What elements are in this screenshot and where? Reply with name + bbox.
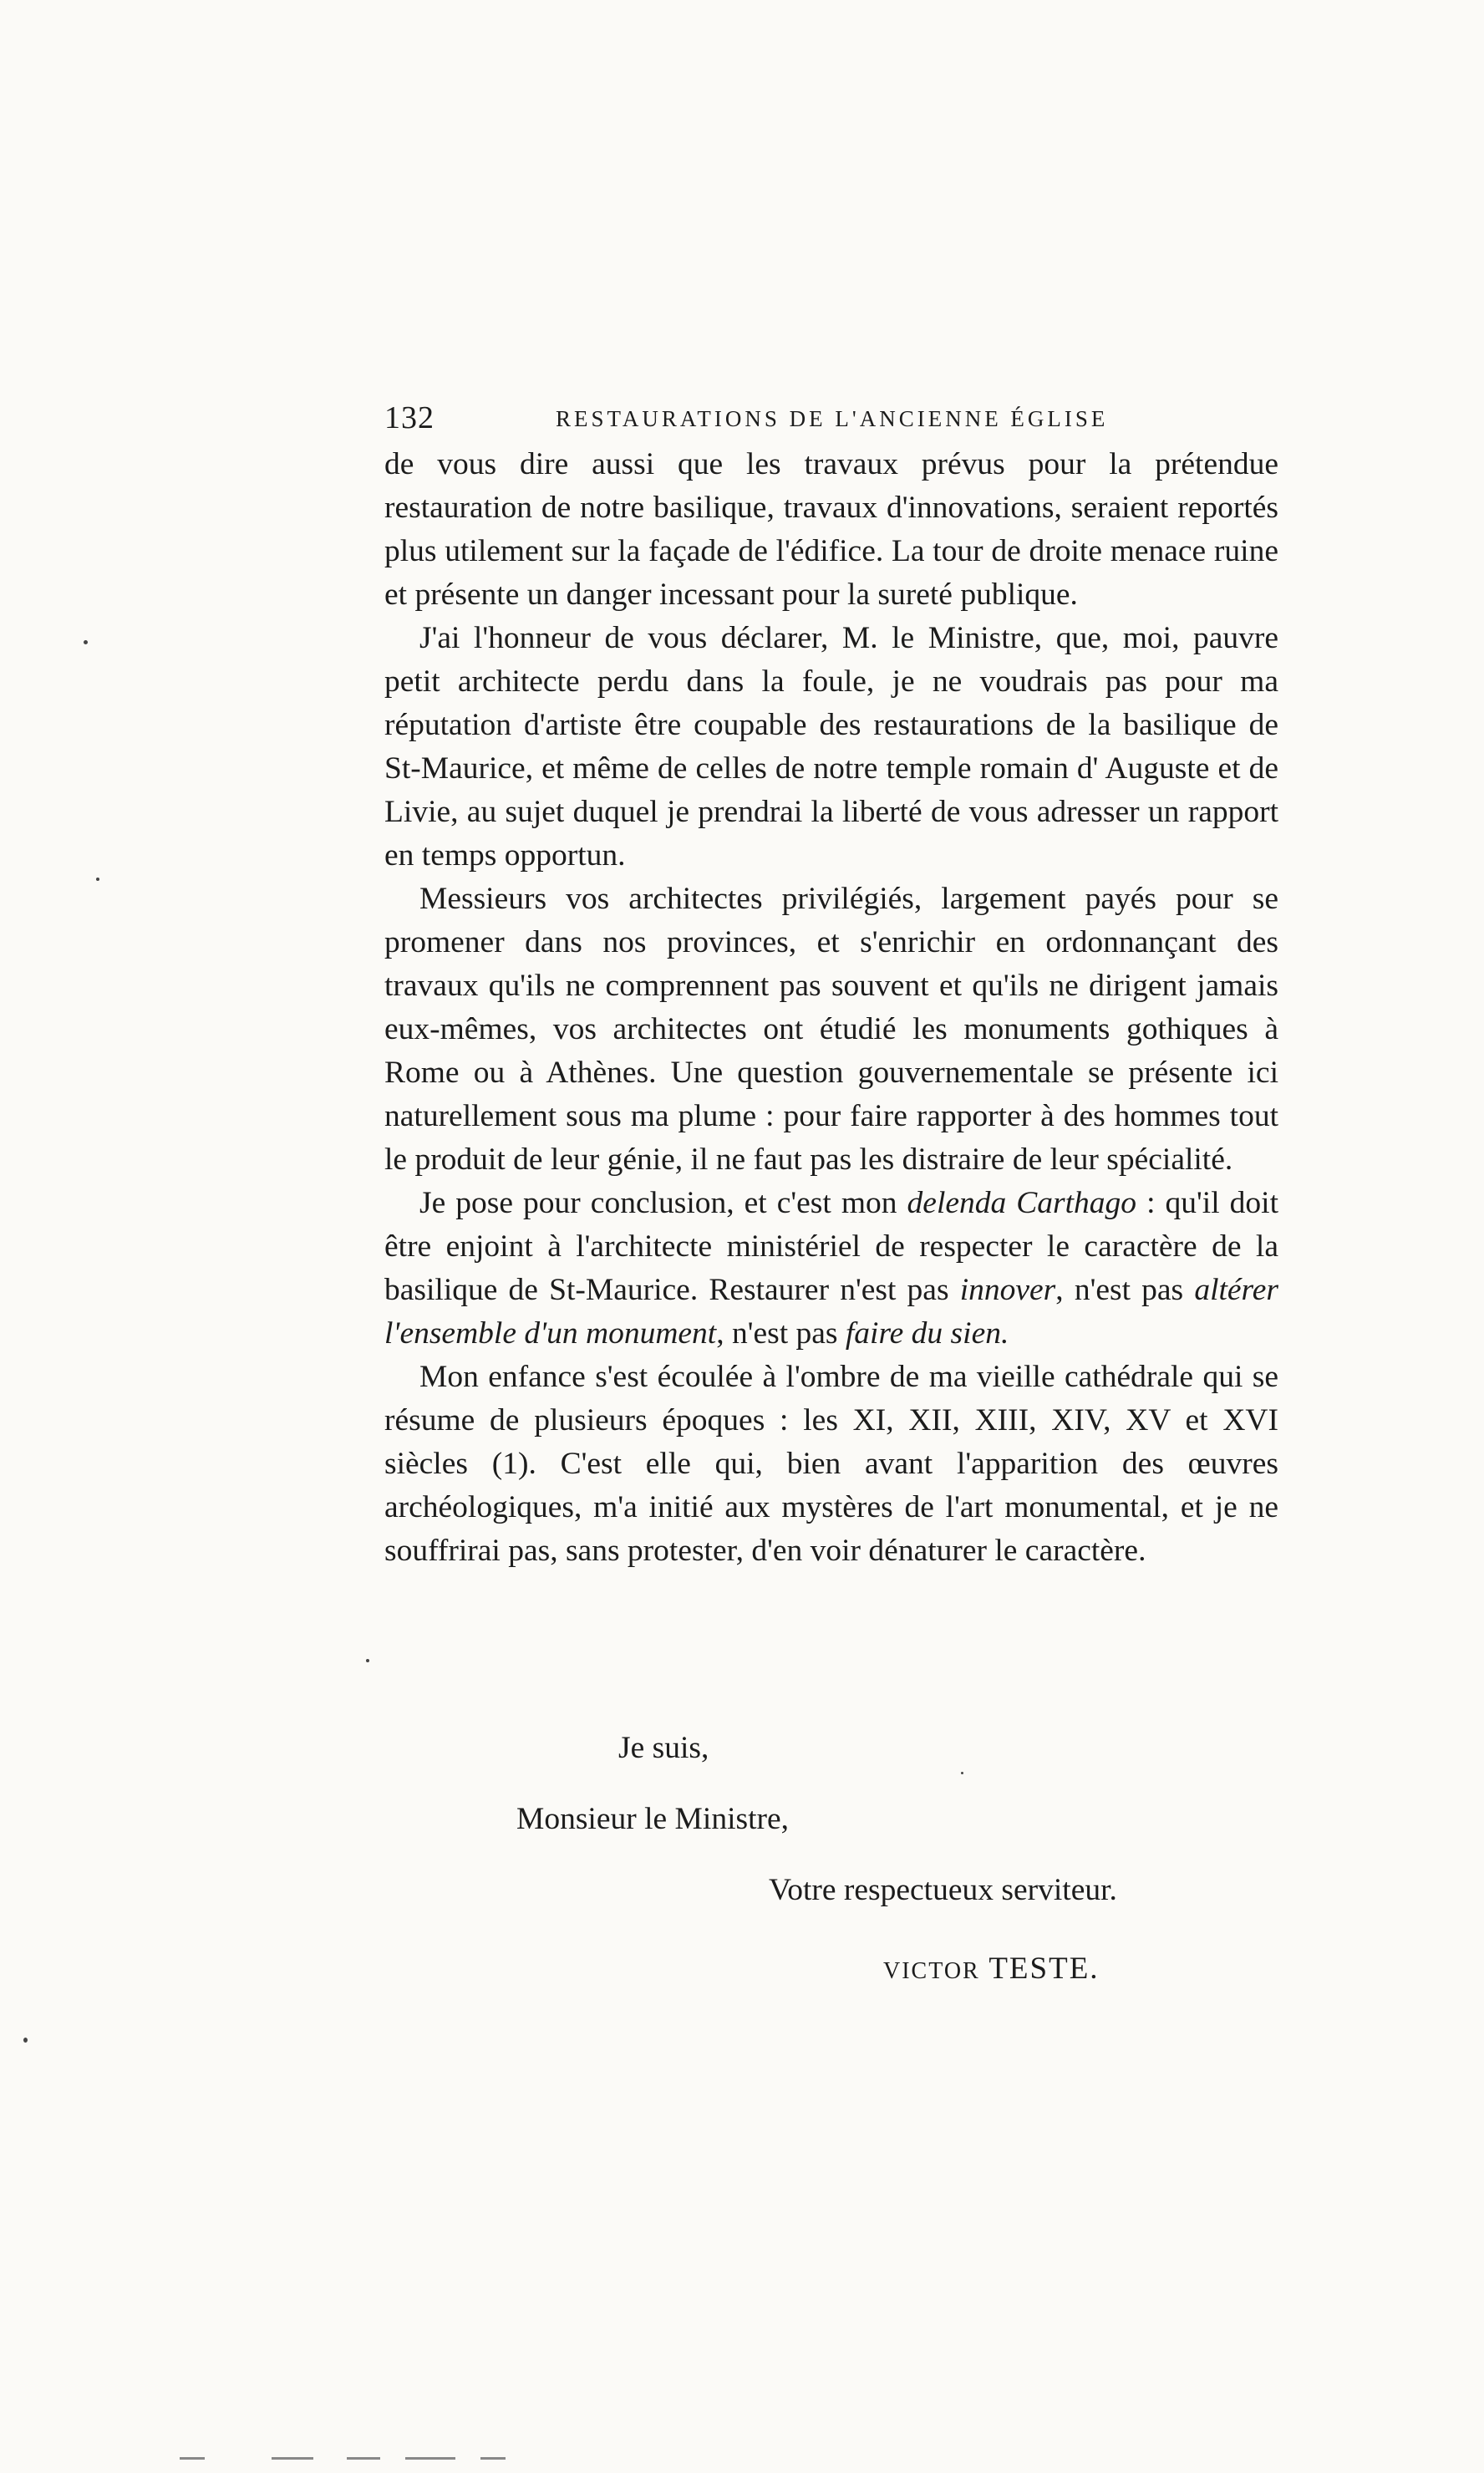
page-number: 132 (384, 400, 435, 435)
italic-phrase: delenda Carthago (907, 1186, 1137, 1220)
italic-phrase: innover (959, 1273, 1056, 1307)
scan-speck (96, 878, 99, 881)
closing-addressee: Monsieur le Ministre, (516, 1802, 790, 1836)
scan-speck (961, 1772, 963, 1774)
text-run: : qu'il doit être enjoint à l'architecte ministériel de respecter le caractère de la basilique de St-Maurice. Restaurer n'est pas (384, 1186, 1278, 1307)
running-title: RESTAURATIONS DE L'ANCIENNE ÉGLISE (556, 406, 1109, 431)
paragraph (384, 878, 1278, 1182)
body-text (384, 443, 1278, 1573)
scan-speck (84, 640, 88, 644)
text-run: Je pose pour conclusion, et c'est mon (419, 1186, 907, 1220)
paragraph (384, 1182, 1278, 1356)
signature (883, 1951, 1100, 1987)
closing-valediction: Votre respectueux serviteur. (769, 1873, 1117, 1907)
scan-speck (366, 1659, 369, 1662)
text-run: , n'est pas (1055, 1273, 1195, 1307)
italic-phrase: faire du sien. (845, 1316, 1009, 1351)
paragraph (384, 617, 1278, 878)
text-run: de vous dire aussi que les travaux prévus pour la prétendue restauration de notre basilique, travaux d'innovations, seraient reportés plus utilement sur la façade de l'édifice. La tour de droite menace ruine et présente un danger incessant pour la sureté publique. (384, 447, 1278, 612)
paragraph (384, 443, 1278, 617)
italic-phrase: altérer l'ensemble d'un monument (384, 1273, 1278, 1351)
page-header (384, 399, 1203, 441)
signature-first-name: VICTOR (883, 1958, 980, 1984)
text-run: Mon enfance s'est écoulée à l'ombre de ma vieille cathédrale qui se résume de plusieurs époques : les XI, XII, XIII, XIV, XV et XVI siècles (1). C'est elle qui, bien avant l'apparition des œuvres archéologiques, m'a initié aux mystères de l'art monumental, et je ne souffrirai pas, sans protester, d'en voir dénaturer le caractère. (384, 1360, 1278, 1568)
scan-edge-marks (180, 2457, 539, 2464)
text-run: Messieurs vos architectes privilégiés, largement payés pour se promener dans nos provinces, et s'enrichir en ordonnançant des travaux qu'ils ne comprennent pas souvent et qu'ils ne dirigent jamais eux-mêmes, vos architectes ont étudié les monuments gothiques à Rome ou à Athènes. Une question gouvernementale se présente ici naturellement sous ma plume : pour faire rapporter à des hommes tout le produit de leur génie, il ne faut pas les distraire de leur spécialité. (384, 882, 1278, 1177)
closing-salutation: Je suis, (618, 1731, 709, 1765)
text-run: J'ai l'honneur de vous déclarer, M. le Ministre, que, moi, pauvre petit architecte perdu dans la foule, je ne voudrais pas pour ma réputation d'artiste être coupable des restaurations de la basilique de St-Maurice, et même de celles de notre temple romain d' Auguste et de Livie, au sujet duquel je prendrai la liberté de vous adresser un rapport en temps opportun. (384, 621, 1278, 873)
signature-last-name: TESTE. (988, 1951, 1100, 1986)
text-run: , n'est pas (716, 1316, 846, 1351)
scan-speck (23, 2038, 28, 2043)
paragraph (384, 1356, 1278, 1573)
